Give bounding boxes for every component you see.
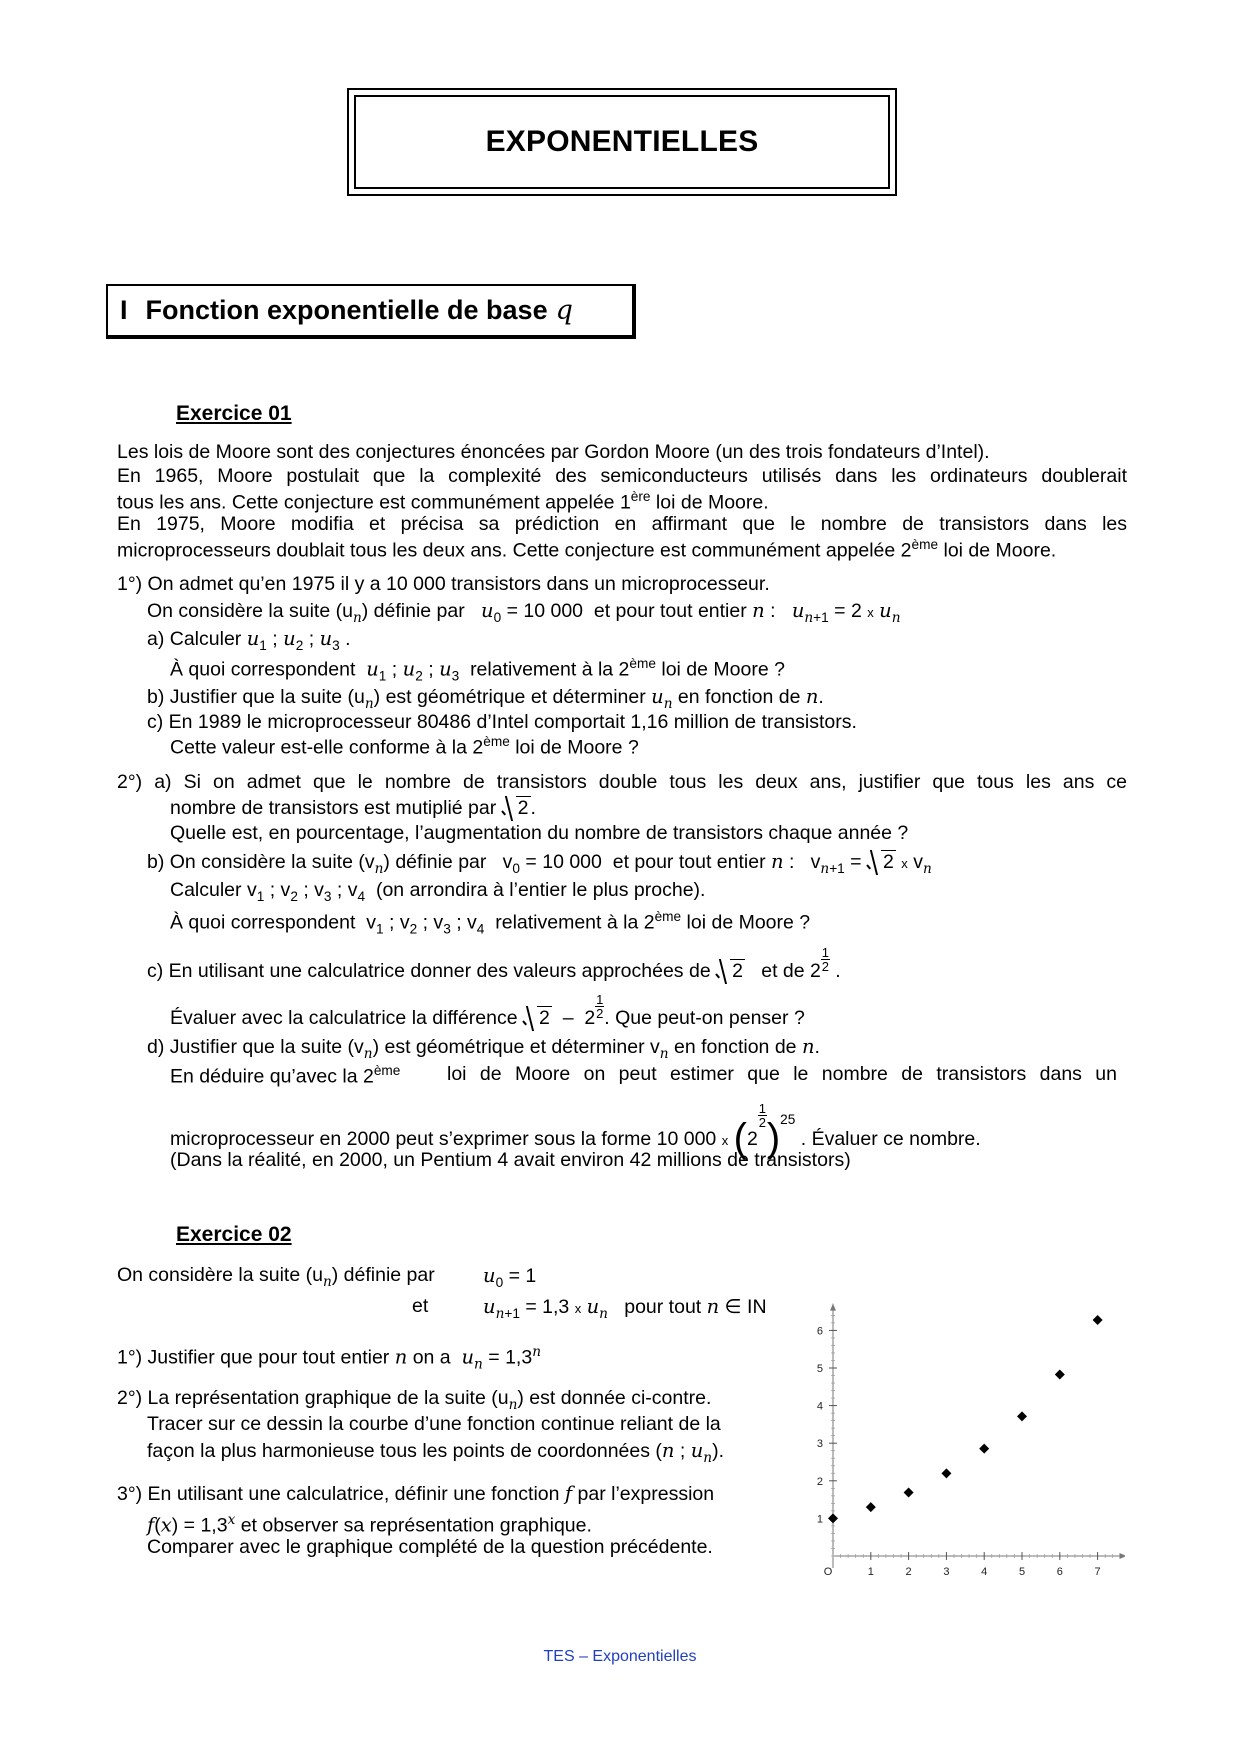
ex1-intro-5: microprocesseurs doublait tous les deux ans. Cette conjecture est communément appelée 2ème loi de Moore. — [117, 537, 1057, 562]
y-axis-arrow — [830, 1304, 836, 1311]
exercise-1-title: Exercice 01 — [176, 402, 292, 425]
y-tick-label: 5 — [816, 1363, 823, 1375]
section-number: I — [120, 295, 128, 325]
ex1-q1-def: On considère la suite $(u_n)$ définie par $u_0 = 10$ 000 et pour tout entier n : $u_{n+1} = 2$ x $u_n$ — [147, 599, 901, 626]
ex2-def-1: On considère la suite $(u_n)$ définie par — [117, 1264, 435, 1290]
sequence-chart — [800, 1278, 1125, 1598]
data-point — [1093, 1315, 1103, 1325]
ex1-q1c: c) En 1989 le microprocesseur 80486 d’Intel comportait 1,16 million de transistors. — [147, 711, 857, 733]
ex1-q2b-2: Calculer $v_1$ ; $v_2$ ; $v_3$ ; $v_4$ (on arrondira à l’entier le plus proche). — [170, 879, 706, 904]
ex1-q1b: b) Justifier que la suite $(u_n)$ est géométrique et déterminer $u_n$ en fonction de n. — [147, 685, 824, 712]
ex1-q2a-3: Quelle est, en pourcentage, l’augmentation du nombre de transistors chaque année ? — [170, 822, 909, 844]
page-title: EXPONENTIELLES — [485, 125, 759, 158]
ex1-q2d: d) Justifier que la suite $(v_n)$ est géométrique et déterminer $v_n$ en fonction de n. — [147, 1035, 820, 1062]
ex2-q3: 3°) En utilisant une calculatrice, définir une fonction f par l’expression — [117, 1482, 715, 1505]
title-box — [347, 88, 897, 196]
y-tick-label: 3 — [816, 1438, 823, 1451]
ex2-q3-3: Comparer avec le graphique complété de la question précédente. — [147, 1536, 713, 1558]
data-point — [941, 1468, 951, 1478]
ex2-q3-2: $f(x) = 1,3^x$ et observer sa représentation graphique. — [147, 1512, 592, 1537]
ex2-q2-3: façon la plus harmonieuse tous les points de coordonnées (n ; $u_n$). — [147, 1439, 725, 1466]
data-point — [1017, 1411, 1027, 1421]
x-tick-label: O — [823, 1566, 833, 1578]
ex1-q1a: a) Calculer $u_1$ ; $u_2$ ; $u_3$ . — [147, 627, 351, 653]
ex1-q2c: c) En utilisant une calculatrice donner des valeurs approchées de 2 et de 2 $\frac{1}{2}$ . — [147, 945, 841, 982]
section-var: q — [555, 295, 573, 326]
data-point — [866, 1502, 876, 1512]
x-tick-label: 2 — [905, 1566, 912, 1578]
x-tick-label: 1 — [867, 1566, 874, 1578]
ex1-q2a-2: nombre de transistors est mutiplié par 2 . — [170, 797, 536, 819]
ex1-q2b: b) On considère la suite $(v_n)$ définie par $v_0 = 10$ 000 et pour tout entier n : $v_{n+1} = 2$ x $v_n$ — [147, 850, 932, 877]
data-point — [1055, 1370, 1065, 1380]
ex1-intro-2: En 1965, Moore postulait que la complexité des semiconducteurs utilisés dans les ordinateurs doublerait — [117, 465, 1127, 487]
ex2-q2: 2°) La représentation graphique de la suite $(u_n)$ est donnée ci-contre. — [117, 1387, 712, 1413]
x-tick-label: 5 — [1018, 1566, 1026, 1578]
x-tick-label: 3 — [943, 1566, 950, 1578]
y-tick-label: 4 — [816, 1400, 823, 1413]
ex1-intro-1: Les lois de Moore sont des conjectures énoncées par Gordon Moore (un des trois fondateurs d’Intel). — [117, 441, 990, 463]
ex2-def-2: et — [412, 1295, 429, 1317]
ex1-q2d-4: (Dans la réalité, en 2000, un Pentium 4 avait environ 42 millions de transistors) — [170, 1149, 851, 1171]
exercise-2-title: Exercice 02 — [176, 1223, 292, 1246]
ex1-q1c-2: Cette valeur est-elle conforme à la 2ème loi de Moore ? — [170, 734, 639, 759]
y-tick-label: 6 — [816, 1325, 823, 1338]
ex1-intro-3: tous les ans. Cette conjecture est communément appelée 1ère loi de Moore. — [117, 489, 769, 514]
ex2-q2-2: Tracer sur ce dessin la courbe d’une fonction continue reliant de la — [147, 1413, 721, 1435]
ex1-q2d-3: microprocesseur en 2000 peut s’exprimer sous la forme 10 000 x (2 $\frac{1}{2}$ )$^{25}$ . Évaluer ce nombre. — [170, 1101, 981, 1160]
section-heading — [106, 284, 636, 339]
page-footer: TES – Exponentielles — [543, 1648, 697, 1665]
ex2-q1: 1°) Justifier que pour tout entier n on a $u_n = 1,3^n$ — [117, 1344, 541, 1373]
ex1-q2c-2: Évaluer avec la calculatrice la différence 2 – 2 $\frac{1}{2}$ . Que peut-on penser ? — [170, 992, 805, 1029]
sqrt-symbol: 2 — [502, 797, 531, 820]
ex1-q2a: 2°) a) Si on admet que le nombre de transistors double tous les deux ans, justifier que tous les ans ce — [117, 771, 1127, 793]
ex1-q2b-3: À quoi correspondent $v_1$ ; $v_2$ ; $v_3$ ; $v_4$ relativement à la 2ème loi de Moore ? — [170, 909, 811, 937]
data-point — [828, 1513, 838, 1523]
x-axis-arrow — [1120, 1553, 1126, 1559]
data-point — [979, 1444, 989, 1454]
x-tick-label: 7 — [1094, 1566, 1101, 1578]
ex2-def-2b: $u_{n+1} = 1,3$ x $u_n$ pour tout n ∈ IN — [483, 1295, 767, 1322]
data-point — [904, 1487, 914, 1497]
ex1-intro-4: En 1975, Moore modifia et précisa sa prédiction en affirmant que le nombre de transistors dans les — [117, 513, 1127, 535]
ex1-q2d-2: En déduire qu’avec la 2ème loi de Moore on peut estimer que le nombre de transistors dans un — [170, 1063, 1117, 1088]
ex1-q1: 1°) On admet qu’en 1975 il y a 10 000 transistors dans un microprocesseur. — [117, 573, 770, 595]
ex2-def-1b: $u_0 = 1$ — [483, 1264, 537, 1290]
y-tick-label: 1 — [816, 1513, 823, 1526]
y-tick-label: 2 — [816, 1475, 823, 1488]
x-tick-label: 4 — [981, 1566, 988, 1578]
section-label: Fonction exponentielle de base — [145, 295, 548, 325]
x-tick-label: 6 — [1056, 1566, 1063, 1578]
ex1-q1a-2: À quoi correspondent $u_1$ ; $u_2$ ; $u_3$ relativement à la 2ème loi de Moore ? — [170, 656, 785, 684]
